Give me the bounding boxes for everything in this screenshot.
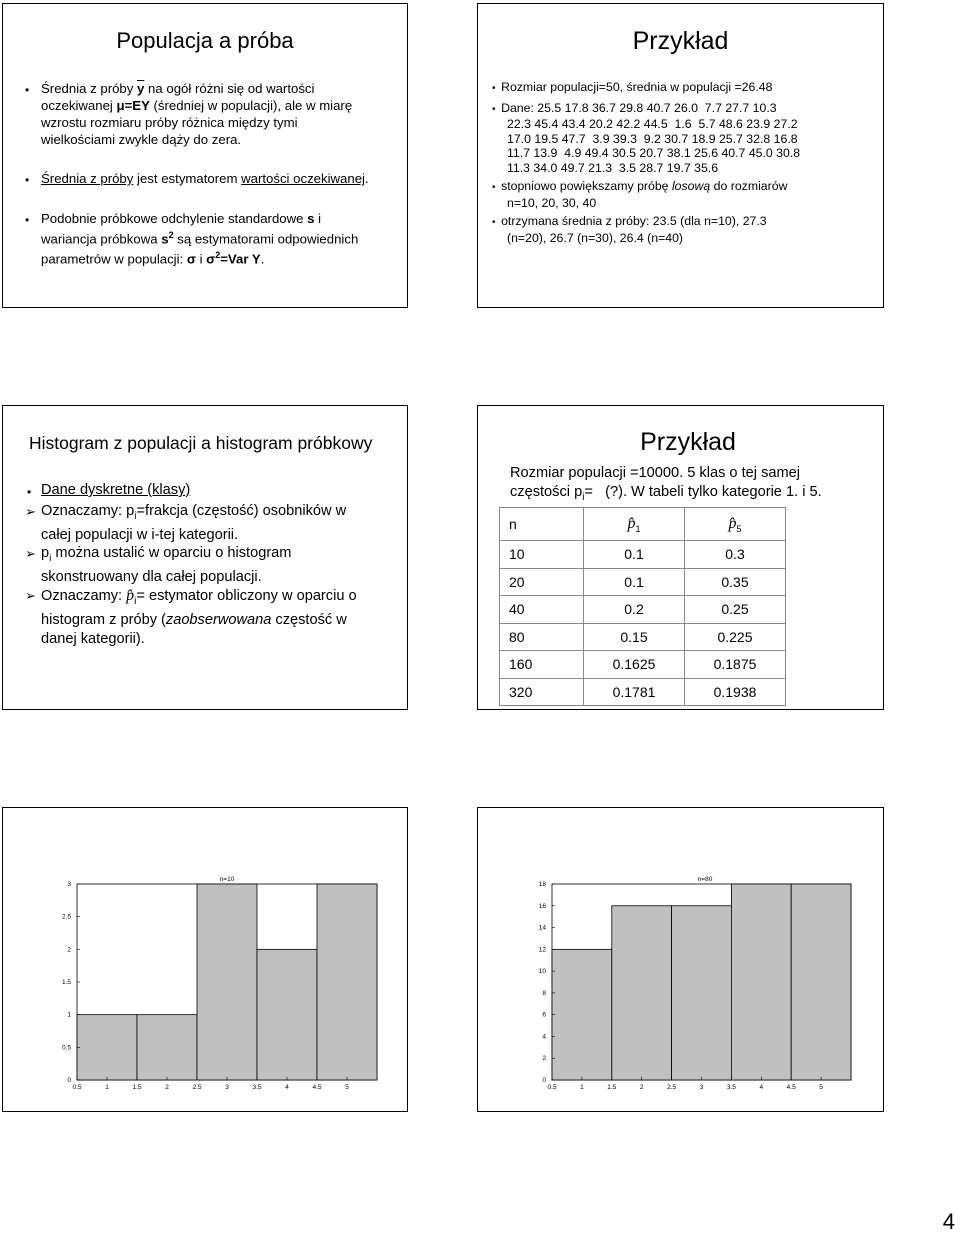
text: wariancja próbkowa bbox=[41, 231, 162, 247]
histogram-bar bbox=[731, 884, 791, 1080]
x-tick-label: 2 bbox=[639, 1084, 644, 1091]
text: = (?). W tabeli tylko kategorie 1. i 5. bbox=[584, 484, 822, 500]
cell-p1: 0.1 bbox=[584, 541, 685, 569]
subscript: i bbox=[134, 595, 137, 607]
text: Rozmiar populacji =10000. 5 klas o tej samej bbox=[510, 465, 801, 481]
cell-n: 80 bbox=[500, 623, 584, 651]
example-description bbox=[510, 464, 880, 507]
p-hat-symbol: p̂ bbox=[627, 514, 636, 532]
histogram-bar bbox=[552, 949, 612, 1080]
text: Oznaczamy: bbox=[41, 588, 127, 604]
histogram-bar bbox=[137, 1015, 197, 1080]
y-tick-label: 4 bbox=[542, 1033, 546, 1041]
text: częstości p bbox=[510, 484, 583, 500]
text: Podobnie próbkowe odchylenie standardowe bbox=[41, 211, 308, 226]
y-tick-label: 18 bbox=[538, 881, 546, 888]
estimates-table bbox=[499, 507, 786, 706]
x-tick-label: 0.5 bbox=[547, 1084, 557, 1091]
slide-title: Przykład bbox=[632, 27, 729, 55]
subscript: 1 bbox=[635, 523, 641, 534]
cell-p5: 0.3 bbox=[685, 541, 786, 569]
cell-p5: 0.35 bbox=[685, 568, 786, 596]
histogram-bar bbox=[612, 906, 672, 1080]
cell-p1: 0.1 bbox=[584, 568, 685, 596]
s-symbol: s bbox=[307, 211, 315, 226]
text: p bbox=[41, 545, 50, 561]
sigma-symbol: σ bbox=[186, 251, 196, 267]
text: Dane: 25.5 17.8 36.7 29.8 40.7 26.0 7.7 27.7 10.3 bbox=[501, 100, 777, 115]
header-p5 bbox=[685, 508, 786, 541]
x-tick-label: 1.5 bbox=[607, 1084, 617, 1091]
text: (średniej w populacji), ale w miarę bbox=[149, 98, 353, 113]
cell-p1: 0.1781 bbox=[584, 678, 685, 706]
table-row bbox=[500, 623, 786, 651]
text: 11.3 34.0 49.7 21.3 3.5 28.7 19.7 35.6 bbox=[507, 160, 719, 175]
text: . bbox=[260, 251, 265, 267]
bullet-icon: • bbox=[25, 173, 30, 187]
text: = estymator obliczony w oparciu o bbox=[136, 588, 357, 604]
x-tick-label: 3.5 bbox=[726, 1084, 736, 1091]
subscript: i bbox=[49, 552, 52, 564]
text: losową bbox=[671, 179, 711, 193]
text: Średnia z próby bbox=[41, 171, 134, 186]
cell-n: 20 bbox=[500, 568, 584, 596]
header-p1 bbox=[584, 508, 685, 541]
histogram-bar bbox=[197, 884, 257, 1080]
bullet-std-variance bbox=[41, 210, 401, 268]
text: na ogół różni się od wartości bbox=[144, 81, 315, 96]
text: danej kategorii). bbox=[41, 630, 145, 647]
y-tick-label: 2 bbox=[67, 946, 71, 954]
example-content bbox=[492, 80, 877, 245]
text: parametrów w populacji: bbox=[41, 251, 187, 267]
x-tick-label: 1.5 bbox=[132, 1084, 142, 1091]
mu-symbol: μ=EY bbox=[116, 98, 150, 113]
cell-p5: 0.25 bbox=[685, 596, 786, 624]
page-number: 4 bbox=[942, 1209, 955, 1234]
bullet-icon: • bbox=[492, 83, 502, 94]
bullet-pi-histogram bbox=[41, 544, 401, 587]
table-row bbox=[500, 596, 786, 624]
arrow-bullet-icon: ➢ bbox=[25, 546, 36, 561]
chart-title: n=80 bbox=[697, 876, 713, 883]
subscript: i bbox=[582, 491, 585, 503]
cell-p1: 0.2 bbox=[584, 596, 685, 624]
text: i bbox=[314, 211, 322, 226]
y-tick-label: 14 bbox=[538, 924, 546, 932]
bullet-icon: • bbox=[492, 182, 502, 193]
y-tick-label: 3 bbox=[67, 881, 71, 888]
y-tick-label: 2 bbox=[542, 1055, 546, 1063]
p-hat-symbol: p̂ bbox=[728, 514, 737, 532]
x-tick-label: 2.5 bbox=[192, 1084, 202, 1091]
text: n=10, 20, 30, 40 bbox=[507, 195, 597, 210]
x-tick-label: 5 bbox=[819, 1084, 823, 1091]
text: jest estymatorem bbox=[133, 171, 242, 186]
text: =frakcja (częstość) osobników w bbox=[136, 503, 347, 519]
x-tick-label: 0.5 bbox=[72, 1084, 82, 1091]
histogram-bar bbox=[672, 906, 732, 1080]
bullet-icon: • bbox=[25, 83, 30, 97]
text: (n=20), 26.7 (n=30), 26.4 (n=40) bbox=[507, 230, 684, 245]
x-tick-label: 3 bbox=[225, 1084, 229, 1091]
text: oczekiwanej bbox=[41, 98, 117, 113]
subscript: 5 bbox=[736, 523, 742, 534]
cell-p1: 0.1625 bbox=[584, 651, 685, 679]
x-tick-label: 2.5 bbox=[667, 1084, 677, 1091]
text: . bbox=[364, 171, 369, 186]
cell-p1: 0.15 bbox=[584, 623, 685, 651]
bullet-icon: • bbox=[25, 213, 30, 227]
x-tick-label: 4 bbox=[759, 1084, 764, 1091]
text: są estymatorami odpowiednich bbox=[173, 231, 359, 247]
text: częstość w bbox=[271, 611, 347, 628]
cell-p5: 0.1938 bbox=[685, 678, 786, 706]
table-row bbox=[500, 541, 786, 569]
slide-histogram-n10 bbox=[2, 807, 408, 1112]
y-tick-label: 1.5 bbox=[61, 979, 71, 986]
y-tick-label: 0 bbox=[542, 1077, 546, 1084]
text: całej populacji w i-tej kategorii. bbox=[41, 526, 239, 543]
histogram-bar bbox=[77, 1015, 137, 1080]
bullet-pi-estimator bbox=[41, 586, 403, 649]
text: 17.0 19.5 47.7 3.9 39.3 9.2 30.7 18.9 25.7 32.8 16.8 bbox=[507, 131, 798, 146]
text: histogram z próby ( bbox=[41, 611, 166, 628]
y-bar-symbol: $\overline{y}$ bbox=[137, 81, 145, 96]
text: wartości oczekiwanej bbox=[241, 171, 365, 186]
x-tick-label: 2 bbox=[165, 1084, 169, 1091]
x-tick-label: 5 bbox=[345, 1084, 349, 1091]
cell-n: 320 bbox=[500, 678, 584, 706]
sigma-symbol: σ bbox=[206, 251, 216, 267]
slide-title: Populacja a próba bbox=[116, 28, 294, 53]
text: otrzymana średnia z próby: 23.5 (dla n=10), 27.3 bbox=[501, 214, 767, 228]
text: zaobserwowana bbox=[165, 611, 272, 628]
cell-n: 160 bbox=[500, 651, 584, 679]
x-tick-label: 3 bbox=[699, 1084, 704, 1091]
histogram-bar bbox=[257, 949, 317, 1080]
bullet-pi-definition bbox=[41, 502, 401, 545]
superscript: 2 bbox=[168, 230, 174, 240]
y-tick-label: 0 bbox=[67, 1077, 71, 1084]
slide-histogram-n80 bbox=[477, 807, 884, 1112]
x-tick-label: 4.5 bbox=[786, 1084, 796, 1091]
text: skonstruowany dla całej populacji. bbox=[41, 568, 262, 585]
histogram-n10-chart bbox=[3, 808, 407, 1111]
header-n: n bbox=[500, 508, 584, 541]
text: wzrostu rozmiaru próby różnica między tymi bbox=[41, 115, 298, 130]
cell-n: 10 bbox=[500, 541, 584, 569]
p-hat-symbol: p̂ bbox=[126, 587, 135, 604]
y-tick-label: 6 bbox=[542, 1011, 546, 1019]
cell-n: 40 bbox=[500, 596, 584, 624]
x-tick-label: 1 bbox=[580, 1084, 584, 1091]
x-tick-label: 3.5 bbox=[252, 1084, 262, 1091]
bullet-icon: • bbox=[27, 485, 32, 499]
bullet-icon: • bbox=[492, 103, 502, 115]
bullet-sample-mean bbox=[41, 80, 401, 148]
arrow-bullet-icon: ➢ bbox=[25, 588, 36, 603]
y-tick-label: 8 bbox=[542, 989, 546, 997]
text: i bbox=[195, 251, 207, 267]
histogram-n80-chart bbox=[478, 808, 883, 1111]
s2-symbol: s bbox=[161, 231, 169, 247]
slide-histogram bbox=[2, 405, 408, 710]
text: Rozmiar populacji=50, średnia w populacji =26.48 bbox=[501, 80, 773, 94]
var-y: =Var Y bbox=[220, 251, 261, 267]
bullet-estimator bbox=[41, 170, 401, 187]
text: wielkościami zwykle dąży do zera. bbox=[41, 132, 242, 147]
text: Oznaczamy: p bbox=[41, 503, 135, 519]
histogram-bar bbox=[791, 884, 851, 1080]
y-tick-label: 1 bbox=[67, 1011, 71, 1019]
table-row bbox=[500, 678, 786, 706]
y-tick-label: 16 bbox=[538, 902, 546, 910]
text: 11.7 13.9 4.9 49.4 30.5 20.7 38.1 25.6 40.7 45.0 30.8 bbox=[507, 146, 801, 160]
y-tick-label: 2.5 bbox=[61, 913, 71, 921]
slide-populacja-a-proba bbox=[2, 3, 408, 308]
cell-p5: 0.1875 bbox=[685, 651, 786, 679]
text: do rozmiarów bbox=[710, 179, 788, 193]
text: 22.3 45.4 43.4 20.2 42.2 44.5 1.6 5.7 48.6 23.9 27.2 bbox=[507, 117, 798, 131]
y-tick-label: 0.5 bbox=[61, 1044, 71, 1052]
slide-title: Przykład bbox=[640, 428, 736, 456]
bullet-discrete-data: Dane dyskretne (klasy) bbox=[41, 482, 191, 498]
chart-title: n=10 bbox=[219, 876, 235, 883]
text: Średnia z próby bbox=[41, 81, 138, 96]
table-header-row bbox=[500, 508, 786, 541]
table-row bbox=[500, 568, 786, 596]
bullet-icon: • bbox=[492, 217, 502, 228]
slide-przyklad-2 bbox=[477, 405, 884, 710]
y-tick-label: 12 bbox=[538, 946, 546, 954]
x-tick-label: 4.5 bbox=[312, 1084, 322, 1091]
x-tick-label: 4 bbox=[285, 1084, 289, 1091]
slide-przyklad-1 bbox=[477, 3, 884, 308]
x-tick-label: 1 bbox=[105, 1084, 109, 1091]
histogram-bar bbox=[317, 884, 377, 1080]
cell-p5: 0.225 bbox=[685, 623, 786, 651]
table-row bbox=[500, 651, 786, 679]
text: można ustalić w oparciu o histogram bbox=[51, 545, 292, 561]
subscript: i bbox=[134, 510, 137, 522]
text: stopniowo powiększamy próbę bbox=[501, 179, 672, 193]
arrow-bullet-icon: ➢ bbox=[25, 504, 36, 519]
slide-title: Histogram z populacji a histogram próbkowy bbox=[29, 433, 373, 453]
superscript: 2 bbox=[215, 250, 221, 261]
y-tick-label: 10 bbox=[538, 968, 546, 976]
